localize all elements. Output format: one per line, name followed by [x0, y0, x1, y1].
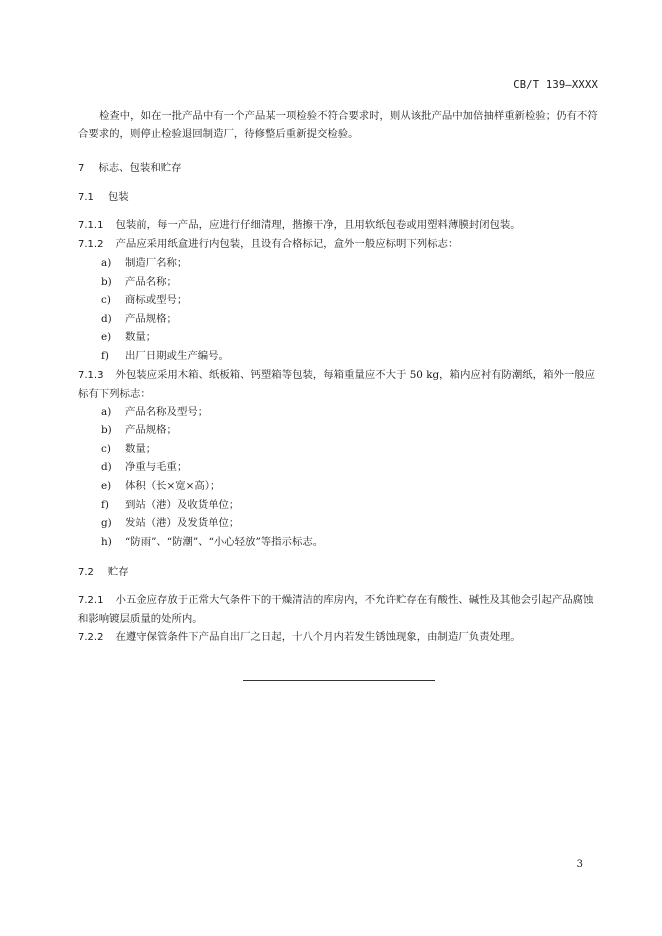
section-7-2-heading: [78, 563, 598, 582]
section-number: 7.2: [78, 567, 94, 579]
list-label: f): [101, 498, 109, 511]
list-label: f): [101, 349, 109, 362]
list-item: [78, 514, 598, 533]
list-text: 产品规格；: [125, 424, 177, 437]
clause-text: 小五金应存放于正常大气条件下的干燥清洁的库房内，不允许贮存在有酸性、碱性及其他会引起产品腐蚀和影响镀层质量的处所内。: [78, 594, 594, 626]
page-number: 3: [576, 859, 583, 870]
clause-number: 7.1.2: [78, 239, 104, 250]
list-item: [78, 328, 598, 347]
list-item: [78, 440, 598, 459]
clause-number: 7.2.1: [78, 595, 104, 607]
section-number: 7.1: [78, 192, 94, 203]
list-item: [78, 310, 598, 329]
outer-package-marks-list: [78, 403, 598, 552]
list-item: [78, 421, 598, 440]
list-text: 发站（港）及发货单位；: [125, 517, 240, 530]
clause-text: 在遵守保管条件下产品自出厂之日起，十八个月内若发生锈蚀现象，由制造厂负责处理。: [115, 631, 521, 644]
list-text: 数量；: [125, 331, 157, 344]
list-text: “防雨”、“防潮”、“小心轻放”等指示标志。: [125, 535, 324, 548]
clause-7-1-2: [78, 235, 598, 254]
clause-7-1-1: [78, 216, 598, 235]
list-label: d): [101, 461, 112, 474]
clause-7-2-2: [78, 628, 598, 647]
list-text: 制造厂名称；: [125, 257, 188, 269]
list-label: c): [101, 442, 111, 455]
list-label: e): [101, 479, 112, 492]
list-label: b): [101, 424, 112, 437]
list-text: 到站（港）及收货单位；: [125, 498, 240, 511]
clause-number: 7.1.3: [78, 369, 104, 381]
list-item: [78, 403, 598, 422]
list-item: [78, 291, 598, 310]
section-number: 7: [78, 163, 85, 174]
list-item: [78, 347, 598, 366]
list-label: c): [101, 294, 111, 307]
clause-text: 包装前，每一产品，应进行仔细清理，揩擦干净，且用软纸包卷或用塑料薄膜封闭包装。: [115, 219, 521, 231]
inner-package-marks-list: [78, 254, 598, 366]
list-item: [78, 533, 598, 552]
list-item: [78, 496, 598, 515]
list-text: 商标或型号；: [125, 294, 188, 307]
document-body: [78, 107, 598, 647]
list-text: 产品名称及型号；: [125, 405, 209, 418]
list-text: 产品规格；: [125, 312, 177, 325]
list-label: a): [101, 405, 112, 418]
list-text: 出厂日期或生产编号。: [125, 349, 229, 362]
section-7-heading: [78, 159, 598, 178]
section-title: 标志、包装和贮存: [98, 162, 182, 174]
list-label: h): [101, 535, 112, 548]
list-item: [78, 477, 598, 496]
clause-7-2-1: [78, 591, 598, 628]
section-title: 包装: [107, 191, 129, 203]
list-label: a): [101, 257, 112, 269]
clause-number: 7.2.2: [78, 632, 104, 644]
end-of-document-line: [243, 680, 435, 681]
list-item: [78, 273, 598, 292]
clause-text: 产品应采用纸盒进行内包装，且设有合格标记，盒外一般应标明下列标志：: [115, 238, 459, 250]
intro-paragraph: 检查中，如在一批产品中有一个产品某一项检验不符合要求时，则从该批产品中加倍抽样重新检验；仍有不符合要求的，则停止检验退回制造厂，待修整后重新提交检验。: [78, 110, 598, 140]
list-text: 净重与毛重；: [125, 461, 188, 474]
list-label: e): [101, 331, 112, 344]
list-text: 数量；: [125, 442, 157, 455]
standard-code: CB/T 139—XXXX: [513, 79, 598, 91]
list-text: 体积（长×宽×高）；: [125, 479, 221, 492]
list-item: [78, 254, 598, 273]
clause-number: 7.1.1: [78, 220, 104, 231]
list-text: 产品名称；: [125, 275, 177, 288]
clause-7-1-3: [78, 366, 598, 403]
list-label: g): [101, 517, 112, 530]
section-title: 贮存: [107, 566, 129, 579]
section-7-1-heading: [78, 188, 598, 207]
list-label: d): [101, 312, 112, 325]
list-item: [78, 458, 598, 477]
list-label: b): [101, 275, 112, 288]
clause-text: 外包装应采用木箱、纸板箱、钙塑箱等包装，每箱重量应不大于 50 kg，箱内应衬有防潮纸，箱外一般应标有下列标志：: [78, 368, 596, 400]
